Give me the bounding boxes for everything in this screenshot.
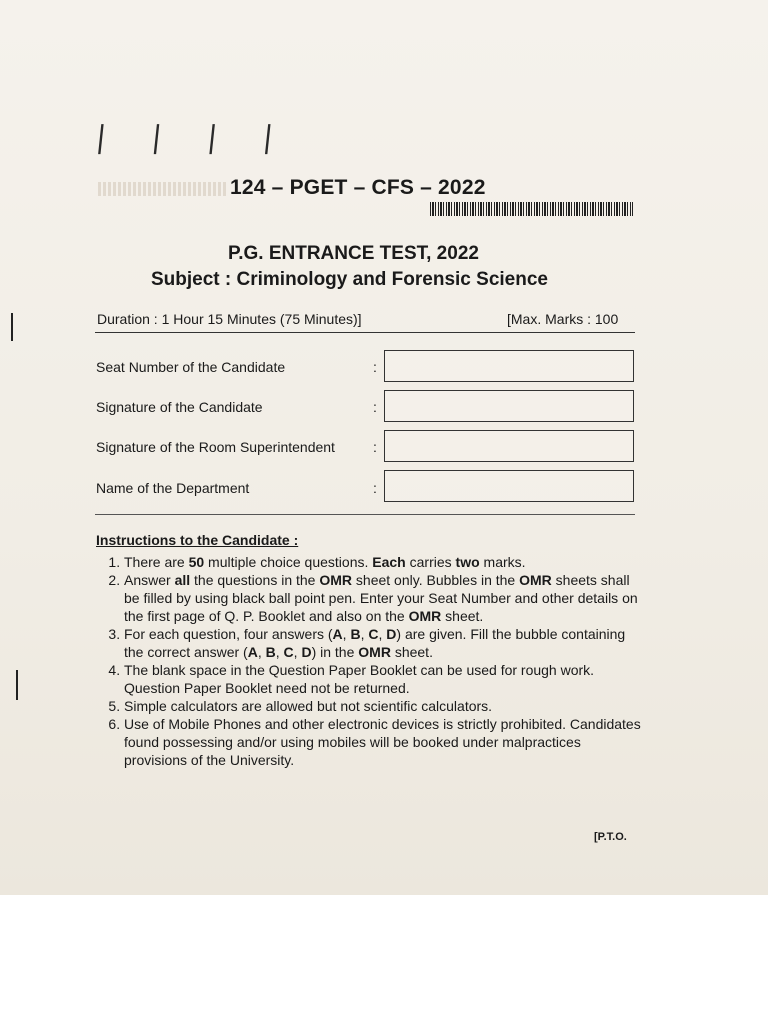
emphasis-text: A [247,644,258,660]
handwritten-mark: | | | | [94,120,293,155]
department-name-field[interactable] [384,470,634,502]
instruction-text: marks. [479,554,526,570]
instruction-text: multiple choice questions. [204,554,373,570]
instruction-text: ) are given. Fill the bubble containing the correct answer ( [124,626,626,660]
emphasis-text: two [455,554,480,570]
instruction-text: , [275,644,284,660]
instruction-text: , [360,626,369,642]
emphasis-text: OMR [358,644,391,660]
divider [95,332,635,333]
emphasis-text: D [301,644,312,660]
instruction-item [124,661,644,697]
show-through-print [98,182,228,196]
department-name-label: Name of the Department [96,480,250,496]
emphasis-text: Each [372,554,406,570]
emphasis-text: D [386,626,397,642]
instruction-text: sheet only. Bubbles in the [352,572,520,588]
colon: : [373,439,377,455]
instruction-text: , [342,626,351,642]
scan-background [0,895,768,1024]
max-marks: [Max. Marks : 100 [507,311,619,327]
emphasis-text: C [368,626,379,642]
test-title: P.G. ENTRANCE TEST, 2022 [228,243,479,264]
instruction-text: Answer [124,572,175,588]
colon: : [373,399,377,415]
instruction-text: ) in the [311,644,359,660]
duration: Duration : 1 Hour 15 Minutes (75 Minutes)] [97,311,362,327]
paper-code: 124 – PGET – CFS – 2022 [230,176,486,199]
seat-number-field[interactable] [384,350,634,382]
emphasis-text: C [283,644,294,660]
instruction-text: There are [124,554,189,570]
emphasis-text: B [265,644,276,660]
seat-number-label: Seat Number of the Candidate [96,359,286,375]
instruction-item [124,625,644,661]
candidate-signature-label: Signature of the Candidate [96,399,263,415]
instruction-text: , [293,644,302,660]
instruction-text: carries [405,554,456,570]
emphasis-text: 50 [188,554,205,570]
instruction-item [124,697,644,715]
subject-title: Subject : Criminology and Forensic Science [151,269,548,290]
instructions-heading: Instructions to the Candidate : [96,532,299,548]
colon: : [373,480,377,496]
instruction-text: Use of Mobile Phones and other electronic devices is strictly prohibited. Candidates found possessing and/or using mobiles will be booked under malpractices provisions of the University. [124,716,641,768]
superintendent-signature-label: Signature of the Room Superintendent [96,439,335,455]
emphasis-text: all [174,572,191,588]
instruction-item [124,553,644,571]
colon: : [373,359,377,375]
superintendent-signature-field[interactable] [384,430,634,462]
margin-mark [11,313,13,341]
instruction-text: , [378,626,387,642]
instruction-text: sheet. [390,644,433,660]
instruction-text: Simple calculators are allowed but not scientific calculators. [124,698,493,714]
instruction-item [124,571,644,625]
emphasis-text: OMR [408,608,442,624]
please-turn-over: [P.T.O. [594,831,627,843]
instruction-text: For each question, four answers ( [124,626,333,642]
instruction-text: sheet. [441,608,484,624]
emphasis-text: OMR [519,572,552,588]
instruction-text: the questions in the [190,572,320,588]
instructions-list [100,553,644,769]
emphasis-text: B [350,626,361,642]
candidate-signature-field[interactable] [384,390,634,422]
emphasis-text: A [332,626,343,642]
barcode [430,202,633,216]
instruction-text: The blank space in the Question Paper Booklet can be used for rough work. Question Paper Booklet need not be returned. [124,662,595,696]
instruction-item [124,715,644,769]
margin-mark [16,670,18,700]
emphasis-text: OMR [319,572,353,588]
divider [95,514,635,515]
instruction-text: sheets shall be filled by using black ball point pen. Enter your Seat Number and other details on the first page of Q. P. Booklet and also on the [124,572,638,624]
instruction-text: , [257,644,266,660]
